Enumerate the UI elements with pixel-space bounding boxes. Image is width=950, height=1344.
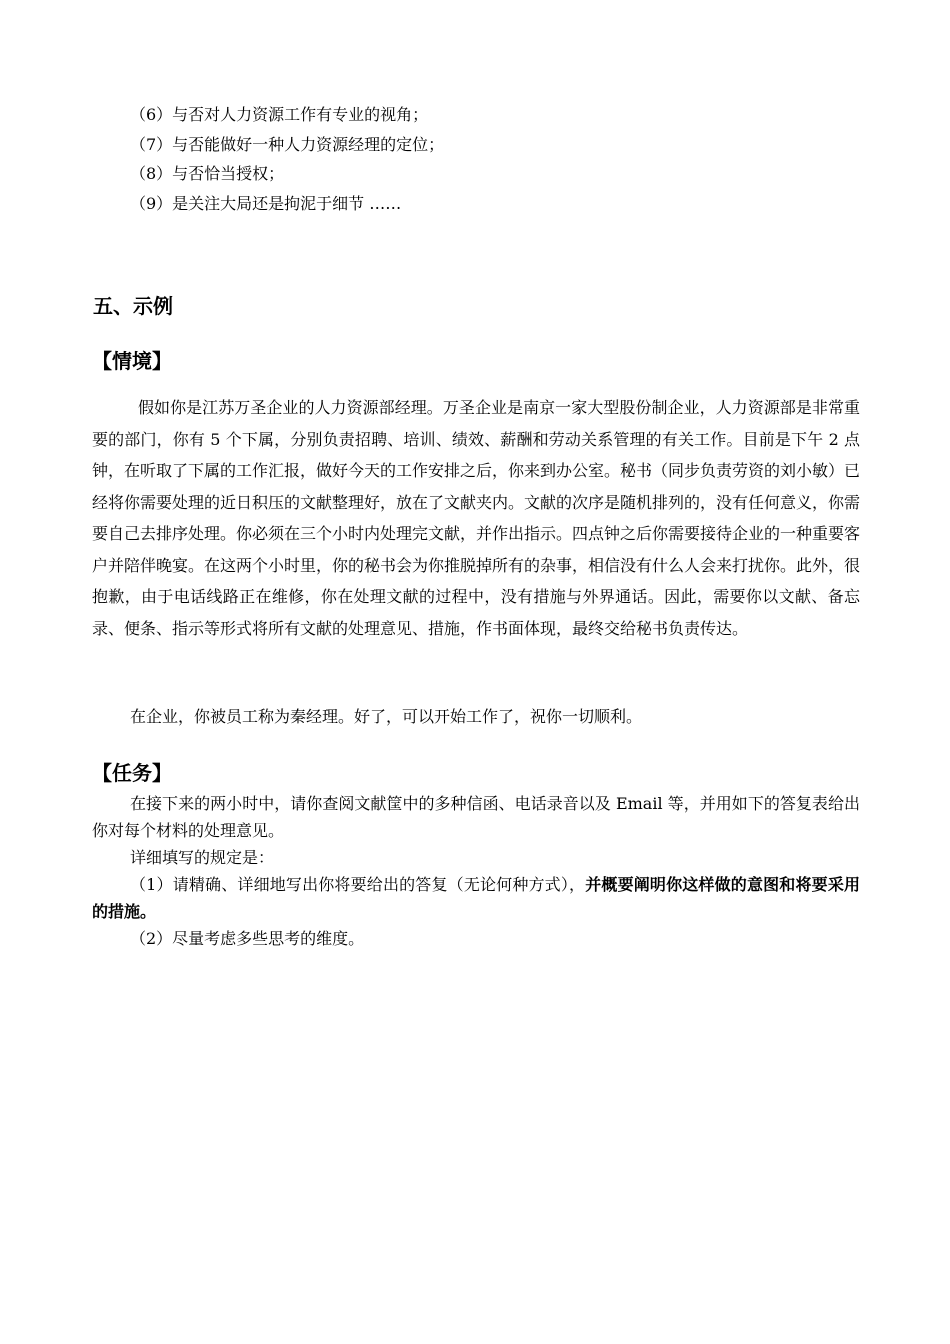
evaluation-criteria-list [130, 100, 850, 218]
task-section [92, 790, 860, 952]
task-rule-1 [92, 871, 860, 925]
list-item: （8）与否恰当授权； [130, 164, 285, 183]
task-rule-2: （2）尽量考虑多些思考的维度。 [130, 929, 365, 948]
situation-heading: 【情境】 [92, 349, 172, 373]
task-rules-label: 详细填写的规定是： [130, 848, 275, 867]
task-rule-1-emphasis: 并概要阐明你这样做的意图和将要采用的措施。 [92, 875, 860, 921]
section-title: 五、示例 [93, 294, 173, 318]
list-item: （7）与否能做好一种人力资源经理的定位； [130, 134, 445, 154]
list-item: （9）是关注大局还是拘泥于细节 …… [130, 193, 402, 213]
task-rule-1-text: （1）请精确、详细地写出你将要给出的答复（无论何种方式）， [130, 875, 586, 894]
situation-closing: 在企业，你被员工称为秦经理。好了，可以开始工作了，祝你一切顺利。 [130, 707, 643, 726]
task-intro: 在接下来的两小时中，请你查阅文献筐中的多种信函、电话录音以及 Email 等，并用如下的答复表给出你对每个材料的处理意见。 [92, 794, 860, 840]
task-heading: 【任务】 [92, 761, 172, 785]
situation-paragraph: 假如你是江苏万圣企业的人力资源部经理。万圣企业是南京一家大型股份制企业，人力资源部是非常重要的部门，你有 5 个下属，分别负责招聘、培训、绩效、薪酬和劳动关系管理的有关工作。目前是下午 2 点钟，在听取了下属的工作汇报，做好今天的工作安排之后，你来到办公室。秘书（同步负责劳资的刘小敏）已经将你需要处理的近日积压的文献整理好，放在了文献夹内。文献的次序是随机排列的，没有任何意义，你需要自己去排序处理。你必须在三个小时内处理完文献，并作出指示。四点钟之后你需要接待企业的一种重要客户并陪伴晚宴。在这两个小时里，你的秘书会为你推脱掉所有的杂事，相信没有什么人会来打扰你。此外，很抱歉，由于电话线路正在维修，你在处理文献的过程中，没有措施与外界通话。因此，需要你以文献、备忘录、便条、指示等形式将所有文献的处理意见、措施，作书面体现，最终交给秘书负责传达。 [92, 398, 861, 638]
list-item: （6）与否对人力资源工作有专业的视角； [130, 105, 429, 124]
